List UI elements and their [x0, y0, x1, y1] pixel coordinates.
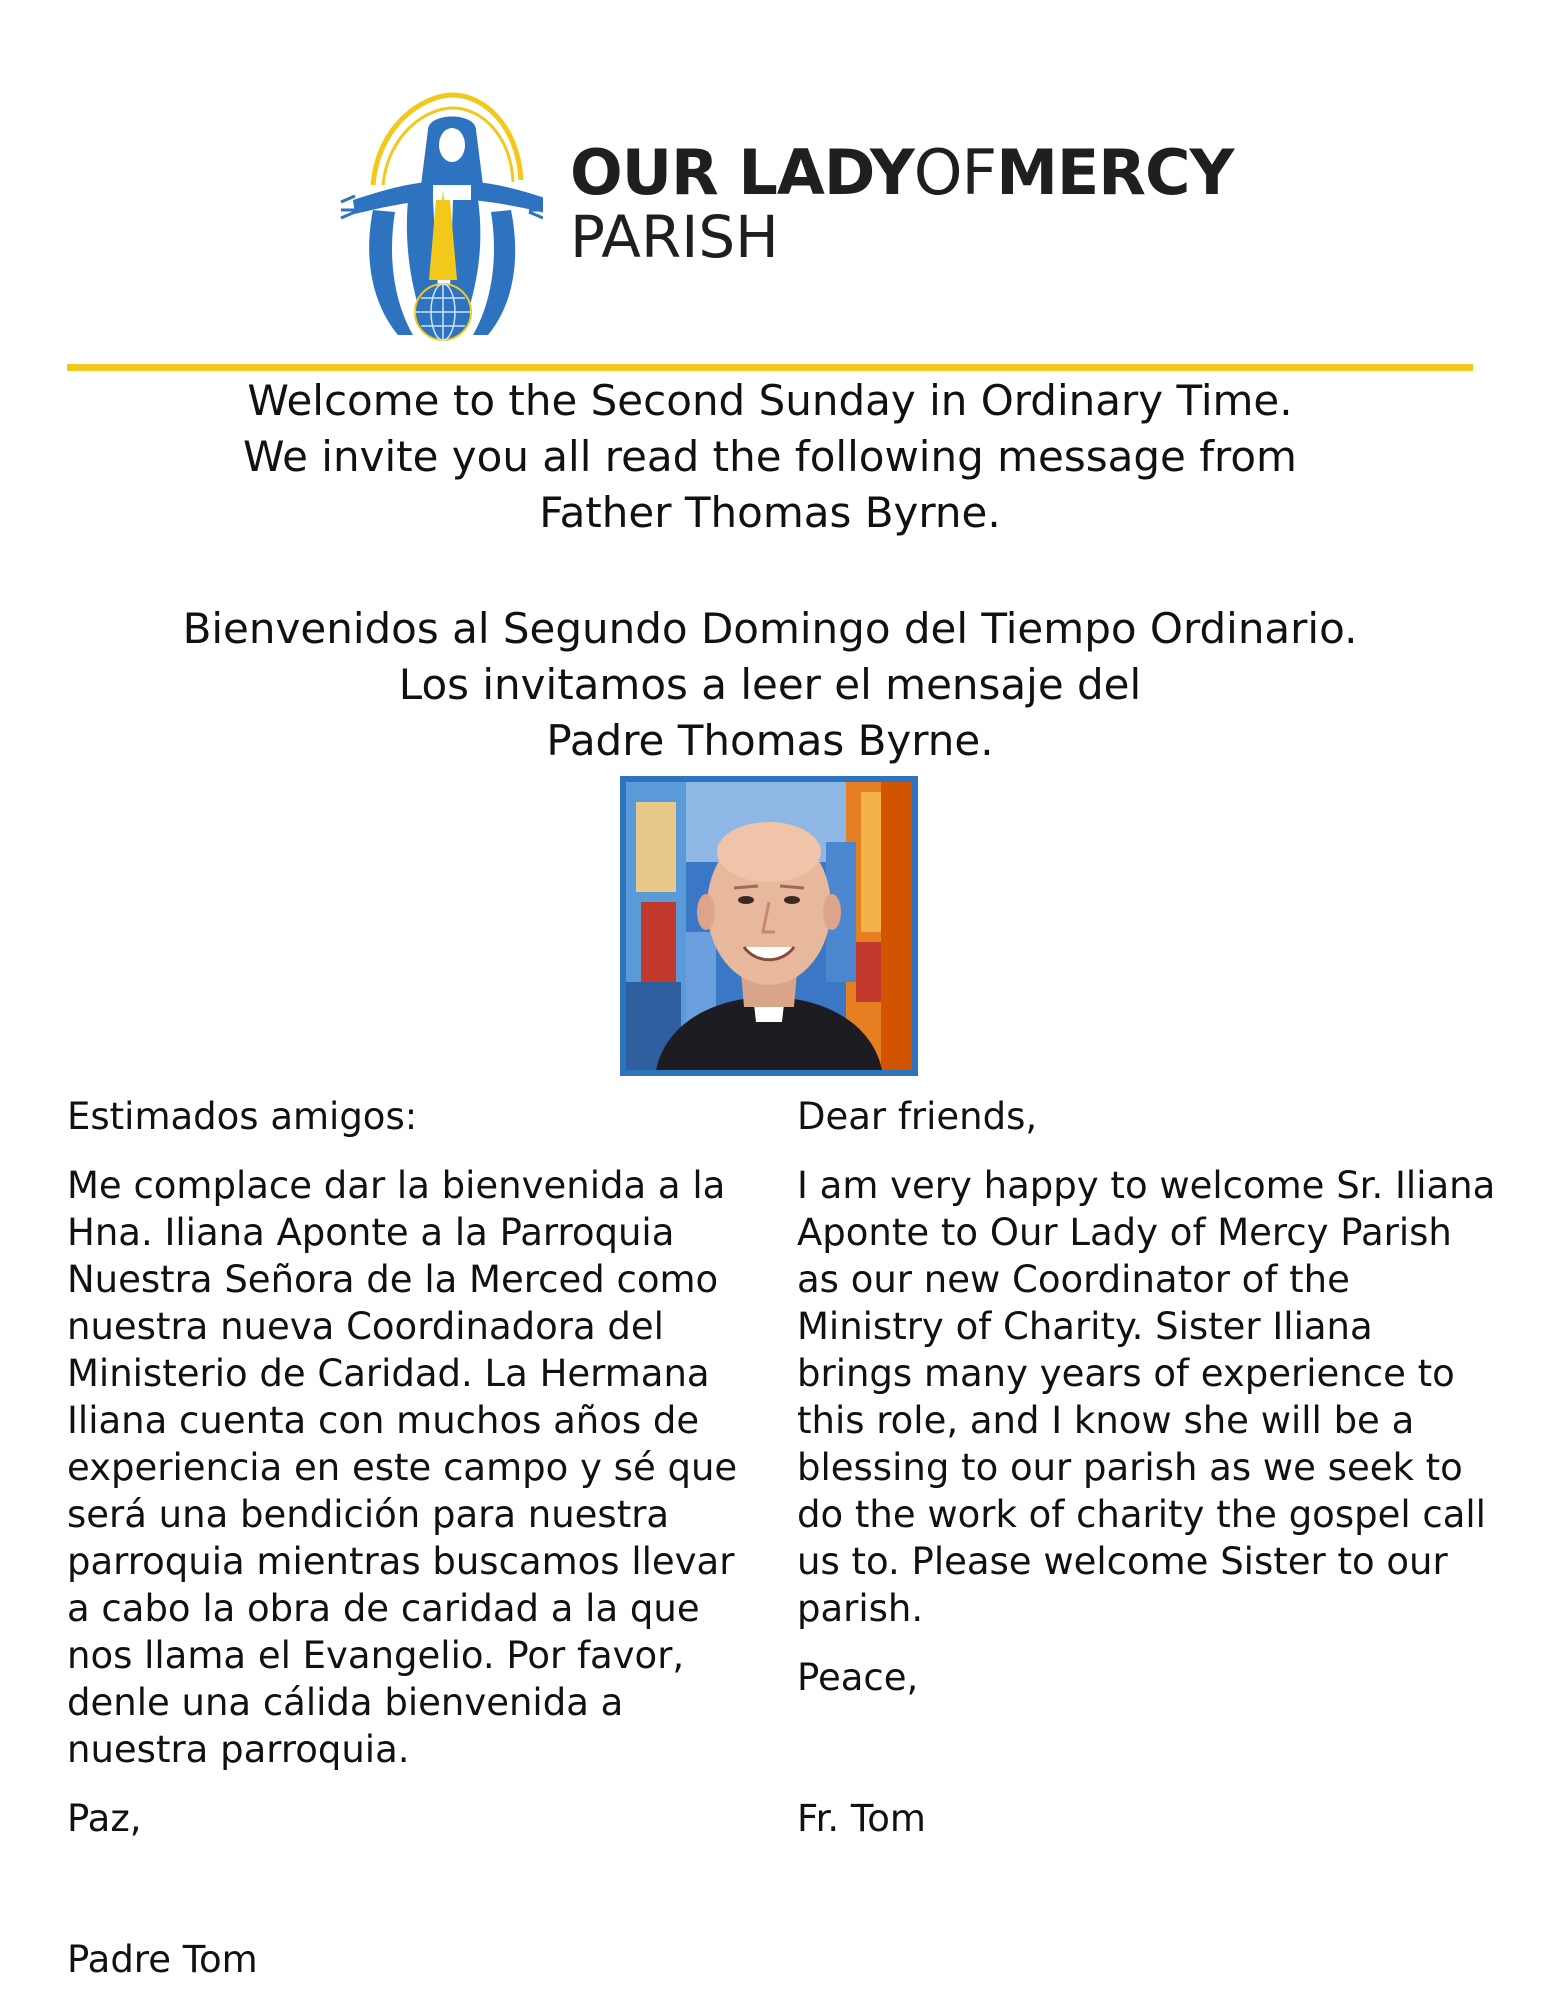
letter-es-salutation: Estimados amigos: — [67, 1095, 418, 1138]
letter-en-body: I am very happy to welcome Sr. Iliana Aponte to Our Lady of Mercy Parish as our new Coordinator of the Ministry of Charity. Sister Iliana brings many years of experience to this role, and I know she will be a blessing to our parish as we seek to do the work of charity the gospel call us to. Please welcome Sister to our parish. — [797, 1164, 1496, 1630]
intro-es-line-2: Los invitamos a leer el mensaje del — [398, 660, 1142, 709]
intro-en-line-1: Welcome to the Second Sunday in Ordinary Time. — [247, 376, 1293, 425]
intro-english — [67, 373, 1473, 541]
parish-logo-icon — [333, 90, 543, 345]
wordmark-mercy: MERCY — [996, 136, 1234, 209]
wordmark-of: OF — [913, 136, 997, 209]
wordmark-our-lady: OUR LADY — [570, 136, 914, 209]
header-divider — [67, 364, 1473, 371]
letter-english — [797, 1093, 1497, 1842]
intro-en-line-3: Father Thomas Byrne. — [539, 488, 1001, 537]
intro-es-line-3: Padre Thomas Byrne. — [546, 716, 994, 765]
letter-es-closing: Paz, — [67, 1797, 142, 1840]
parish-wordmark — [570, 136, 1330, 271]
wordmark-parish: PARISH — [570, 203, 779, 271]
letter-en-closing: Peace, — [797, 1656, 919, 1699]
letter-es-signature: Padre Tom — [67, 1938, 258, 1981]
letter-spanish — [67, 1093, 767, 1983]
intro-en-line-2: We invite you all read the following message from — [243, 432, 1297, 481]
letter-es-body: Me complace dar la bienvenida a la Hna. Iliana Aponte a la Parroquia Nuestra Señora de la Merced como nuestra nueva Coordinadora del Ministerio de Caridad. La Hermana Iliana cuenta con muchos años de experiencia en este campo y sé que será una bendición para nuestra parroquia mientras buscamos llevar a cabo la obra de caridad a la que nos llama el Evangelio. Por favor, denle una cálida bienvenida a nuestra parroquia. — [67, 1164, 738, 1771]
intro-spanish — [67, 601, 1473, 769]
priest-portrait — [620, 776, 918, 1076]
letter-en-salutation: Dear friends, — [797, 1095, 1038, 1138]
intro-es-line-1: Bienvenidos al Segundo Domingo del Tiempo Ordinario. — [182, 604, 1358, 653]
letter-en-signature: Fr. Tom — [797, 1797, 926, 1840]
